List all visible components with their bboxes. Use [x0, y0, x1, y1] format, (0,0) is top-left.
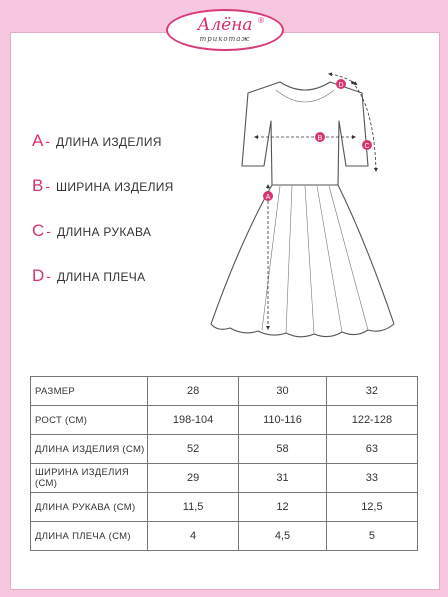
- dress-bodice: [242, 82, 368, 185]
- legend-item-c: C - ДЛИНА РУКАВА: [32, 221, 152, 240]
- table-cell: 32: [326, 377, 417, 406]
- legend-item-b: B - ШИРИНА ИЗДЕЛИЯ: [32, 176, 174, 195]
- legend-item-a: A - ДЛИНА ИЗДЕЛИЯ: [32, 131, 162, 150]
- brand-subtitle: трикотаж: [199, 34, 251, 43]
- table-cell: РОСТ (СМ): [31, 406, 148, 435]
- svg-text:B: B: [317, 135, 323, 142]
- table-header-row: [31, 377, 418, 406]
- table-cell: 28: [148, 377, 239, 406]
- table-cell: 63: [326, 435, 417, 464]
- legend-key-c: C: [32, 221, 45, 240]
- brand-name: Алёна: [197, 14, 253, 35]
- table-cell: 33: [326, 464, 417, 493]
- table-cell: 198-104: [148, 406, 239, 435]
- marker-b: [315, 132, 325, 142]
- table-cell: ДЛИНА ПЛЕЧА (СМ): [31, 522, 148, 551]
- table-cell: 52: [148, 435, 239, 464]
- table-cell: ДЛИНА ИЗДЕЛИЯ (СМ): [31, 435, 148, 464]
- dress-diagram: [196, 62, 396, 352]
- table-cell: 4: [148, 522, 239, 551]
- table-cell: 29: [148, 464, 239, 493]
- legend-key-b: B: [32, 176, 44, 195]
- table-cell: 5: [326, 522, 417, 551]
- marker-a: [263, 191, 273, 201]
- marker-d: [336, 79, 346, 89]
- legend-item-d: D - ДЛИНА ПЛЕЧА: [32, 266, 146, 285]
- table-row: [31, 493, 418, 522]
- marker-c: [362, 140, 372, 150]
- table-cell: ШИРИНА ИЗДЕЛИЯ (СМ): [31, 464, 148, 493]
- table-cell: 12,5: [326, 493, 417, 522]
- table-row: [31, 464, 418, 493]
- legend-key-d: D: [32, 266, 45, 285]
- brand-logo: [166, 9, 284, 51]
- table-cell: РАЗМЕР: [31, 377, 148, 406]
- table-row: [31, 522, 418, 551]
- table-cell: 12: [239, 493, 327, 522]
- table-cell: 31: [239, 464, 327, 493]
- svg-text:A: A: [265, 194, 271, 201]
- dress-skirt: [211, 185, 394, 337]
- size-table: [30, 376, 418, 551]
- legend-key-a: A: [32, 131, 44, 150]
- table-cell: 11,5: [148, 493, 239, 522]
- table-cell: 58: [239, 435, 327, 464]
- table-cell: 122-128: [326, 406, 417, 435]
- legend-label-d: ДЛИНА ПЛЕЧА: [56, 270, 146, 284]
- registered-mark: ®: [258, 16, 264, 25]
- table-cell: 110-116: [239, 406, 327, 435]
- table-row: [31, 406, 418, 435]
- table-row: [31, 435, 418, 464]
- table-cell: 4,5: [239, 522, 327, 551]
- svg-text:D: D: [338, 82, 344, 89]
- legend-label-a: ДЛИНА ИЗДЕЛИЯ: [56, 135, 162, 149]
- svg-text:C: C: [364, 143, 370, 150]
- table-cell: ДЛИНА РУКАВА (СМ): [31, 493, 148, 522]
- legend-label-c: ДЛИНА РУКАВА: [56, 225, 152, 239]
- legend-label-b: ШИРИНА ИЗДЕЛИЯ: [56, 180, 174, 194]
- table-cell: 30: [239, 377, 327, 406]
